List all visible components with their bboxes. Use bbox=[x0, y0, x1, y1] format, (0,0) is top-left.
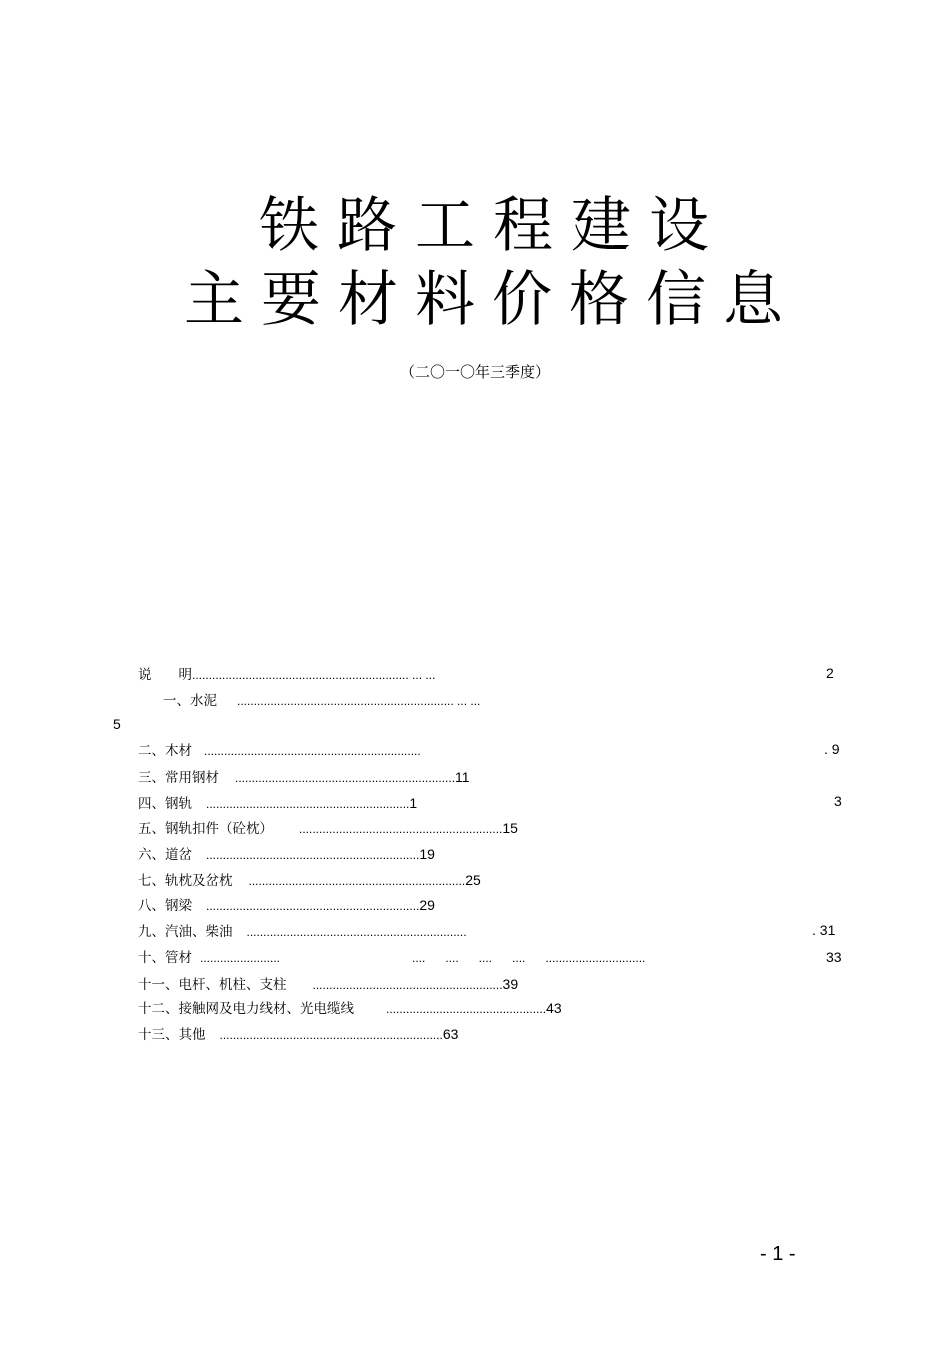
toc-entry-page: . 31 bbox=[812, 922, 836, 938]
toc-entry-page: 29 bbox=[419, 897, 435, 913]
toc-entry-label: 十三、其他 bbox=[138, 1027, 206, 1043]
toc-entry-label: 五、钢轨扣件（砼枕） bbox=[138, 821, 273, 837]
toc-entry[interactable] bbox=[138, 769, 470, 786]
toc-entry-dots-continued bbox=[412, 950, 645, 966]
toc-entry-label: 七、轨枕及岔枕 bbox=[138, 873, 233, 889]
toc-entry-label: 十二、接触网及电力线材、光电缆线 bbox=[138, 1001, 354, 1017]
toc-entry-dots: ......................................................... bbox=[312, 978, 503, 992]
toc-entry-dots: ................................................................. bbox=[204, 744, 421, 758]
toc-entry-dots: ................................................................ bbox=[206, 848, 420, 862]
toc-entry-page: 43 bbox=[546, 1000, 562, 1016]
toc-entry-label: 说 明 bbox=[138, 667, 192, 683]
toc-entry[interactable] bbox=[138, 872, 481, 889]
toc-entry-page: 39 bbox=[502, 976, 519, 992]
toc-entry-label: 二、木材 bbox=[138, 743, 192, 759]
toc-entry-dots: ................................................................. bbox=[248, 874, 466, 888]
toc-entry[interactable] bbox=[138, 976, 518, 993]
toc-entry-page: 15 bbox=[502, 820, 518, 836]
toc-entry-page: 1 bbox=[409, 795, 418, 811]
toc-entry[interactable] bbox=[138, 950, 280, 966]
toc-entry-dots: ................................................ bbox=[386, 1002, 547, 1016]
toc-entry-dots: .................................................................. bbox=[246, 925, 467, 939]
toc-entry-dots: ................................................................. ... ... bbox=[192, 668, 436, 682]
toc-entry-page: 63 bbox=[442, 1026, 459, 1042]
toc-entry-page-continued: 3 bbox=[834, 793, 842, 809]
toc-entry-dots: ........................ bbox=[200, 951, 281, 965]
toc-entry-label: 四、钢轨 bbox=[138, 796, 192, 812]
toc-entry-page: 11 bbox=[455, 769, 470, 785]
toc-entry-page: 19 bbox=[419, 846, 435, 862]
document-title-line1: 铁路工程建设 bbox=[259, 191, 727, 261]
toc-entry-dots: ................................................................... bbox=[219, 1028, 443, 1042]
toc-entry[interactable] bbox=[163, 693, 480, 709]
toc-entry-label: 九、汽油、柴油 bbox=[138, 924, 233, 940]
toc-entry-dots: ............................................................. bbox=[206, 797, 410, 811]
toc-entry-page: 5 bbox=[113, 716, 121, 732]
toc-entry[interactable] bbox=[138, 1000, 562, 1017]
toc-entry-page: 33 bbox=[826, 949, 842, 965]
toc-entry-page: 2 bbox=[826, 665, 834, 681]
toc-entry-label: 八、钢梁 bbox=[138, 898, 192, 914]
toc-entry-label: 六、道岔 bbox=[138, 847, 192, 863]
toc-entry[interactable] bbox=[138, 897, 435, 914]
toc-entry-dots: ............................................................. bbox=[299, 822, 503, 836]
toc-entry-dots: .... .... .... .... .............................. bbox=[412, 951, 646, 965]
toc-entry[interactable] bbox=[138, 795, 417, 812]
toc-entry-label: 十、管材 bbox=[138, 950, 192, 966]
toc-entry-label: 十一、电杆、机柱、支柱 bbox=[138, 977, 287, 993]
toc-entry[interactable] bbox=[138, 1026, 458, 1043]
page-number: - 1 - bbox=[760, 1243, 796, 1265]
toc-entry-label: 一、水泥 bbox=[163, 693, 217, 709]
toc-entry-dots: ................................................................ bbox=[206, 899, 420, 913]
document-title-line2: 主要材料价格信息 bbox=[184, 265, 800, 335]
toc-entry-dots: .................................................................. bbox=[235, 771, 456, 785]
toc-entry-label: 三、常用钢材 bbox=[138, 770, 219, 786]
toc-entry[interactable] bbox=[138, 667, 435, 683]
document-subtitle: （二〇一〇年三季度） bbox=[399, 363, 550, 381]
toc-entry[interactable] bbox=[138, 743, 421, 759]
toc-entry[interactable] bbox=[138, 924, 467, 940]
toc-entry-page: . 9 bbox=[824, 741, 840, 757]
toc-entry-page: 25 bbox=[465, 872, 481, 888]
toc-entry-dots: ................................................................. ... ... bbox=[237, 694, 481, 708]
toc-entry[interactable] bbox=[138, 846, 435, 863]
toc-entry[interactable] bbox=[138, 820, 518, 837]
